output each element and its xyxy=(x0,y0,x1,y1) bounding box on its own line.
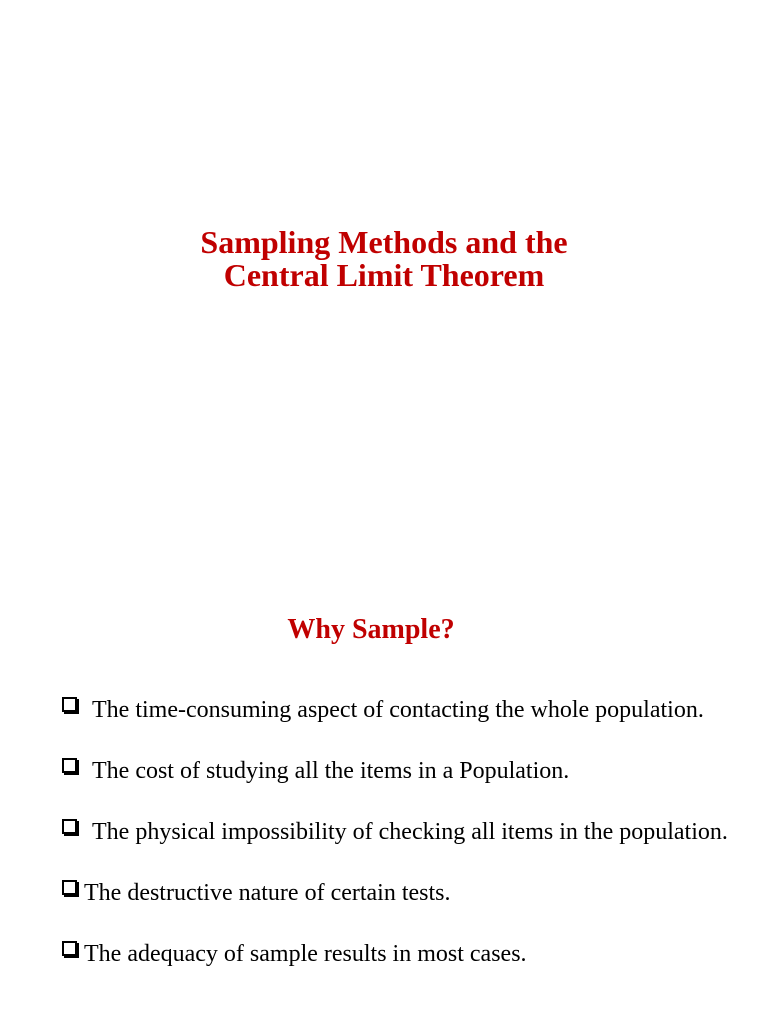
list-item xyxy=(62,878,752,909)
bullet-text: The cost of studying all the items in a Population. xyxy=(92,758,570,784)
bullet-text: The time-consuming aspect of contacting the whole population. xyxy=(92,697,704,723)
slide-title-line-2: Central Limit Theorem xyxy=(223,257,545,293)
checkbox-icon xyxy=(62,819,77,834)
bullet-list xyxy=(62,695,752,1000)
list-item xyxy=(62,695,752,726)
bullet-text: The physical impossibility of checking all items in the population. xyxy=(92,819,728,845)
list-item xyxy=(62,939,752,970)
section-heading: Why Sample? xyxy=(287,614,455,645)
checkbox-icon xyxy=(62,697,77,712)
checkbox-icon xyxy=(62,758,77,773)
checkbox-icon xyxy=(62,941,77,956)
checkbox-icon xyxy=(62,880,77,895)
list-item xyxy=(62,817,752,848)
bullet-text: The adequacy of sample results in most cases. xyxy=(84,941,527,967)
slide-title xyxy=(0,226,768,292)
list-item xyxy=(62,756,752,787)
bullet-text: The destructive nature of certain tests. xyxy=(84,880,451,906)
slide-title-line-1: Sampling Methods and the xyxy=(200,224,568,260)
